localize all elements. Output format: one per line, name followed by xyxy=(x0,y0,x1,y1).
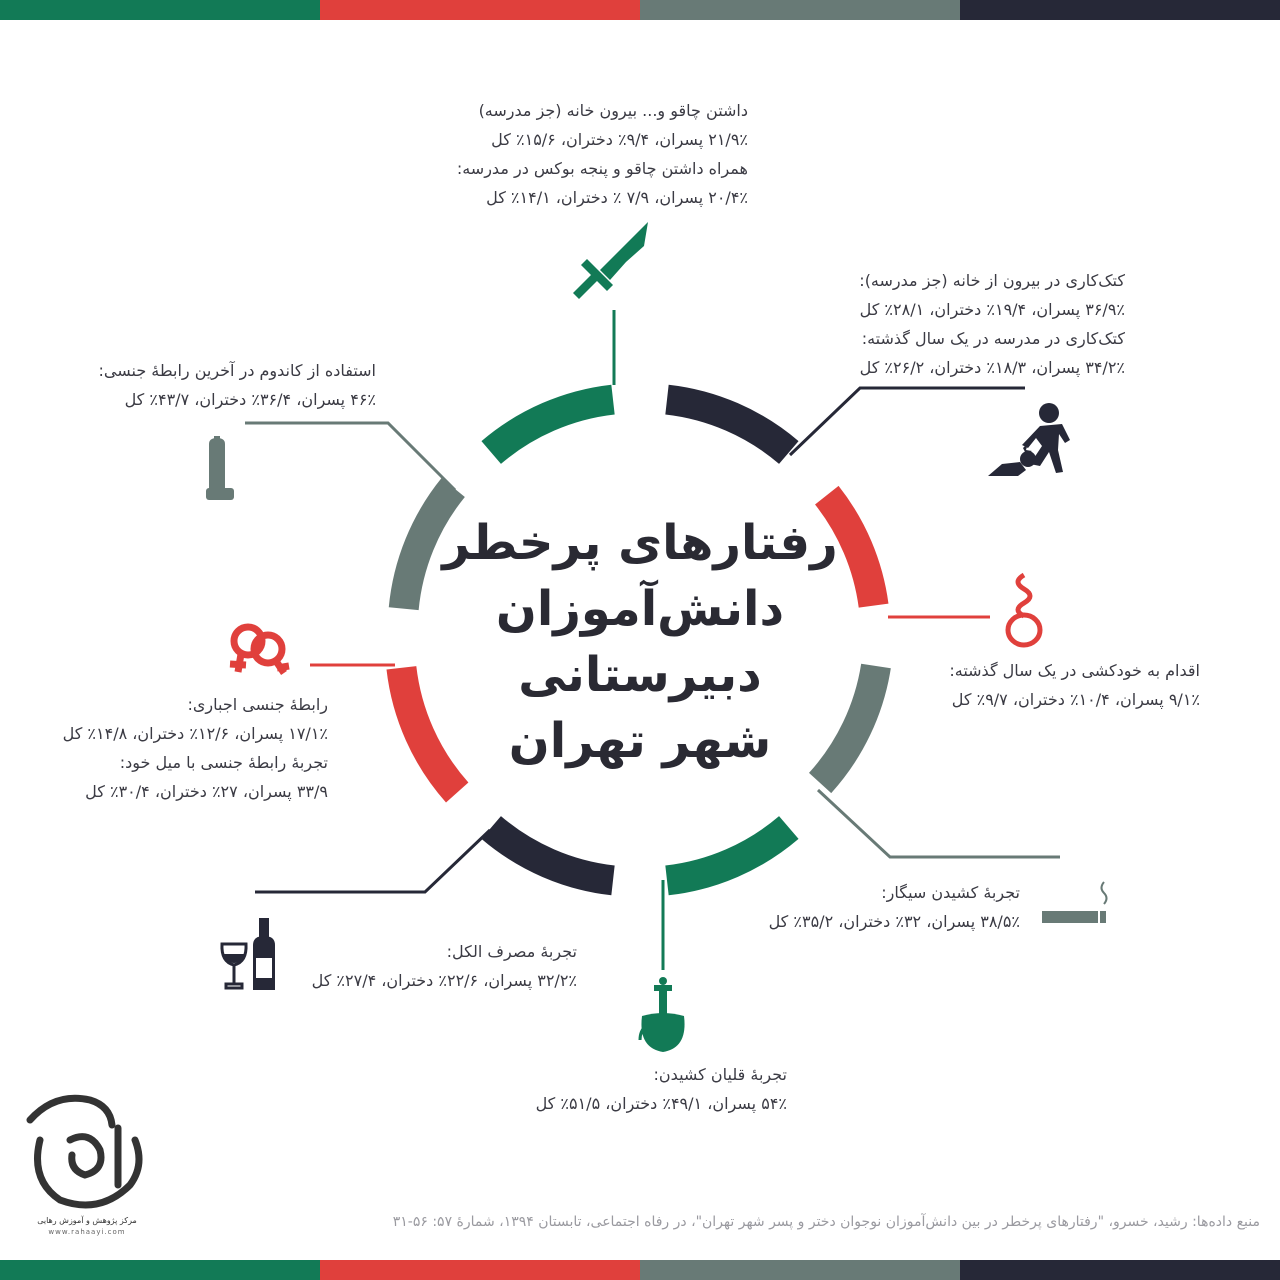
fight-label-1: کتک‌کاری در بیرون از خانه (جز مدرسه): xyxy=(859,271,1125,290)
sex-label-1: رابطهٔ جنسی اجباری: xyxy=(187,695,328,714)
sex-values-1: ۱۷/۱٪ پسران، ۱۲/۶٪ دختران، ۱۴/۸٪ کل xyxy=(62,724,328,743)
connector-condom xyxy=(245,423,455,490)
connector-fight xyxy=(790,388,1025,455)
fight-values-2: ۳۴/۲٪ پسران، ۱۸/۳٪ دختران، ۲۶/۲٪ کل xyxy=(859,358,1125,377)
knife-values-1: ۲۱/۹٪ پسران، ۹/۴٪ دختران، ۱۵/۶٪ کل xyxy=(491,130,748,149)
suicide-label: اقدام به خودکشی در یک سال گذشته: xyxy=(949,661,1200,680)
fight-label-2: کتک‌کاری در مدرسه در یک سال گذشته: xyxy=(861,329,1125,348)
rahaa-logo-icon xyxy=(30,1098,139,1205)
suicide-stat-block xyxy=(949,656,1200,714)
alcohol-stat-block xyxy=(312,937,577,995)
hookah-label: تجربهٔ قلیان کشیدن: xyxy=(653,1065,787,1084)
cigarette-stat-block xyxy=(769,878,1020,936)
hookah-stat-block xyxy=(536,1060,787,1118)
title-line-3: دبیرستانی xyxy=(518,647,762,703)
source-citation: منبع داده‌ها: رشید، خسرو، "رفتارهای پرخطر در بین دانش‌آموزان نوجوان دختر و پسر شهر تهران"، در رفاه اجتماعی، تابستان ۱۳۹۴، شمارهٔ ۵۷: ۵۶-۳۱ xyxy=(392,1214,1260,1230)
arc-navy-top-right xyxy=(667,400,789,453)
knife-stat-block xyxy=(457,96,748,212)
cigarette-values: ۳۸/۵٪ پسران، ۳۲٪ دختران، ۳۵/۲٪ کل xyxy=(768,912,1020,931)
sex-label-2: تجربهٔ رابطهٔ جنسی با میل خود: xyxy=(119,753,328,772)
alcohol-label: تجربهٔ مصرف الکل: xyxy=(446,942,577,961)
cigarette-icon xyxy=(1042,882,1107,923)
sex-stat-block xyxy=(63,690,328,806)
fight-stat-block xyxy=(859,266,1125,382)
arc-navy-bottom-left xyxy=(491,828,613,881)
title-line-2: دانش‌آموزان xyxy=(495,581,785,637)
condom-icon xyxy=(206,436,234,500)
noose-icon xyxy=(1008,575,1040,645)
arc-green-bottom xyxy=(667,828,789,881)
fight-values-1: ۳۶/۹٪ پسران، ۱۹/۴٪ دختران، ۲۸/۱٪ کل xyxy=(859,300,1125,319)
sex-values-2: ۳۳/۹ پسران، ۲۷٪ دختران، ۳۰/۴٪ کل xyxy=(85,782,328,801)
knife-values-2: ۲۰/۴٪ پسران، ۷/۹ ٪ دختران، ۱۴/۱٪ کل xyxy=(486,188,748,207)
suicide-values: ۹/۱٪ پسران، ۱۰/۴٪ دختران، ۹/۷٪ کل xyxy=(951,690,1200,709)
hookah-values: ۵۴٪ پسران، ۴۹/۱٪ دختران، ۵۱/۵٪ کل xyxy=(535,1094,787,1113)
knife-icon xyxy=(573,222,648,299)
logo-name: مرکز پژوهش و آموزش رهایی xyxy=(37,1216,137,1225)
connector-alcohol xyxy=(255,830,490,892)
title-line-4: شهر تهران xyxy=(508,713,772,769)
bottom-color-bar xyxy=(0,1260,1280,1280)
cigarette-label: تجربهٔ کشیدن سیگار: xyxy=(881,883,1020,902)
fighting-icon xyxy=(988,403,1070,476)
alcohol-values: ۳۲/۲٪ پسران، ۲۲/۶٪ دختران، ۲۷/۴٪ کل xyxy=(311,971,577,990)
condom-values: ۴۶٪ پسران، ۳۶/۴٪ دختران، ۴۳/۷٪ کل xyxy=(124,390,376,409)
wine-icon xyxy=(222,918,275,990)
logo-url: www.rahaayi.com xyxy=(48,1228,126,1236)
condom-label: استفاده از کاندوم در آخرین رابطهٔ جنسی: xyxy=(98,361,376,380)
title-line-1: رفتارهای پرخطر xyxy=(442,515,838,571)
connector-cigarette xyxy=(818,790,1060,857)
arc-green-top xyxy=(491,400,613,453)
knife-label-1: داشتن چاقو و... بیرون خانه (جز مدرسه) xyxy=(478,101,748,120)
center-title xyxy=(440,510,840,774)
knife-label-2: همراه داشتن چاقو و پنجه بوکس در مدرسه: xyxy=(456,159,748,178)
gender-symbols-icon xyxy=(230,627,289,673)
hookah-icon xyxy=(640,977,685,1052)
condom-stat-block xyxy=(98,356,376,414)
